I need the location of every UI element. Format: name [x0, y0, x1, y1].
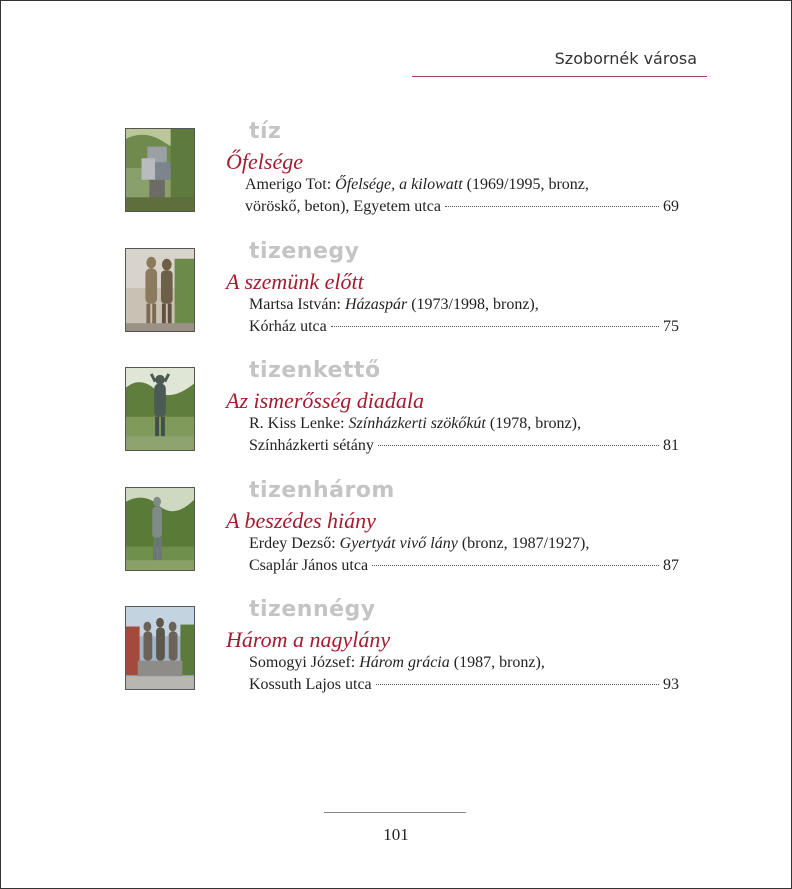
location-text: Színházkerti sétány	[249, 437, 374, 454]
toc-link-line[interactable]	[245, 198, 679, 216]
chapter-number: tíz	[249, 119, 282, 144]
artist-name: Martsa István:	[249, 296, 345, 313]
toc-entry	[0, 119, 792, 228]
entry-description	[249, 296, 539, 314]
toc-entry	[0, 358, 792, 467]
work-title: Három grácia	[359, 654, 450, 671]
chapter-title: A szemünk előtt	[226, 269, 364, 294]
toc-entry	[0, 239, 792, 348]
page-reference[interactable]: 93	[663, 676, 679, 693]
artist-name: Amerigo Tot:	[245, 176, 336, 193]
location-text: Kórház utca	[249, 318, 327, 335]
dot-leader	[376, 684, 659, 685]
location-text: vöröskő, beton), Egyetem utca	[245, 198, 441, 215]
work-title: Színházkerti szökőkút	[348, 415, 486, 432]
sculpture-hazaspar-photo	[125, 248, 195, 332]
dot-leader	[378, 445, 659, 446]
toc-link-line[interactable]	[249, 437, 679, 455]
work-details: (1969/1995, bronz,	[462, 176, 589, 193]
dot-leader	[331, 326, 659, 327]
chapter-title: A beszédes hiány	[226, 508, 376, 533]
chapter-title: Az ismerősség diadala	[226, 388, 424, 413]
artist-name: Somogyi József:	[249, 654, 360, 671]
toc-entry	[0, 478, 792, 587]
chapter-number: tizenhárom	[249, 478, 395, 503]
toc-link-line[interactable]	[249, 318, 679, 336]
sculpture-harom-gracia-photo	[125, 606, 195, 690]
dot-leader	[445, 206, 659, 207]
chapter-number: tizenkettő	[249, 358, 381, 383]
page-reference[interactable]: 69	[663, 198, 679, 215]
page-number: 101	[383, 825, 409, 844]
running-title: Szobornék városa	[554, 49, 697, 68]
entry-description	[249, 654, 545, 672]
page-reference[interactable]: 75	[663, 318, 679, 335]
location-text: Kossuth Lajos utca	[249, 676, 372, 693]
chapter-title: Három a nagylány	[226, 627, 391, 652]
chapter-number: tizenegy	[249, 239, 360, 264]
work-title: Gyertyát vivő lány	[339, 535, 458, 552]
artist-name: Erdey Dezső:	[249, 535, 340, 552]
sculpture-ofelsege-photo	[125, 128, 195, 212]
work-details: (1987, bronz),	[449, 654, 545, 671]
artist-name: R. Kiss Lenke:	[249, 415, 349, 432]
footer-rule	[324, 812, 466, 813]
page-reference[interactable]: 87	[663, 557, 679, 574]
toc-entry	[0, 597, 792, 706]
work-details: (1978, bronz),	[485, 415, 581, 432]
location-text: Csaplár János utca	[249, 557, 369, 574]
chapter-number: tizennégy	[249, 597, 376, 622]
running-header	[412, 48, 707, 77]
chapter-title: Őfelsége	[226, 149, 303, 174]
work-title: Őfelsége, a kilowatt	[335, 176, 463, 193]
work-title: Házaspár	[344, 296, 408, 313]
toc-link-line[interactable]	[249, 557, 679, 575]
entry-description	[249, 535, 589, 553]
dot-leader	[372, 565, 659, 566]
page-reference[interactable]: 81	[663, 437, 679, 454]
work-details: (bronz, 1987/1927),	[457, 535, 590, 552]
entry-description	[245, 176, 589, 194]
sculpture-szokokut-photo	[125, 367, 195, 451]
sculpture-gyertyat-vivo-lany-photo	[125, 487, 195, 571]
entry-description	[249, 415, 581, 433]
toc-link-line[interactable]	[249, 676, 679, 694]
work-details: (1973/1998, bronz),	[407, 296, 539, 313]
